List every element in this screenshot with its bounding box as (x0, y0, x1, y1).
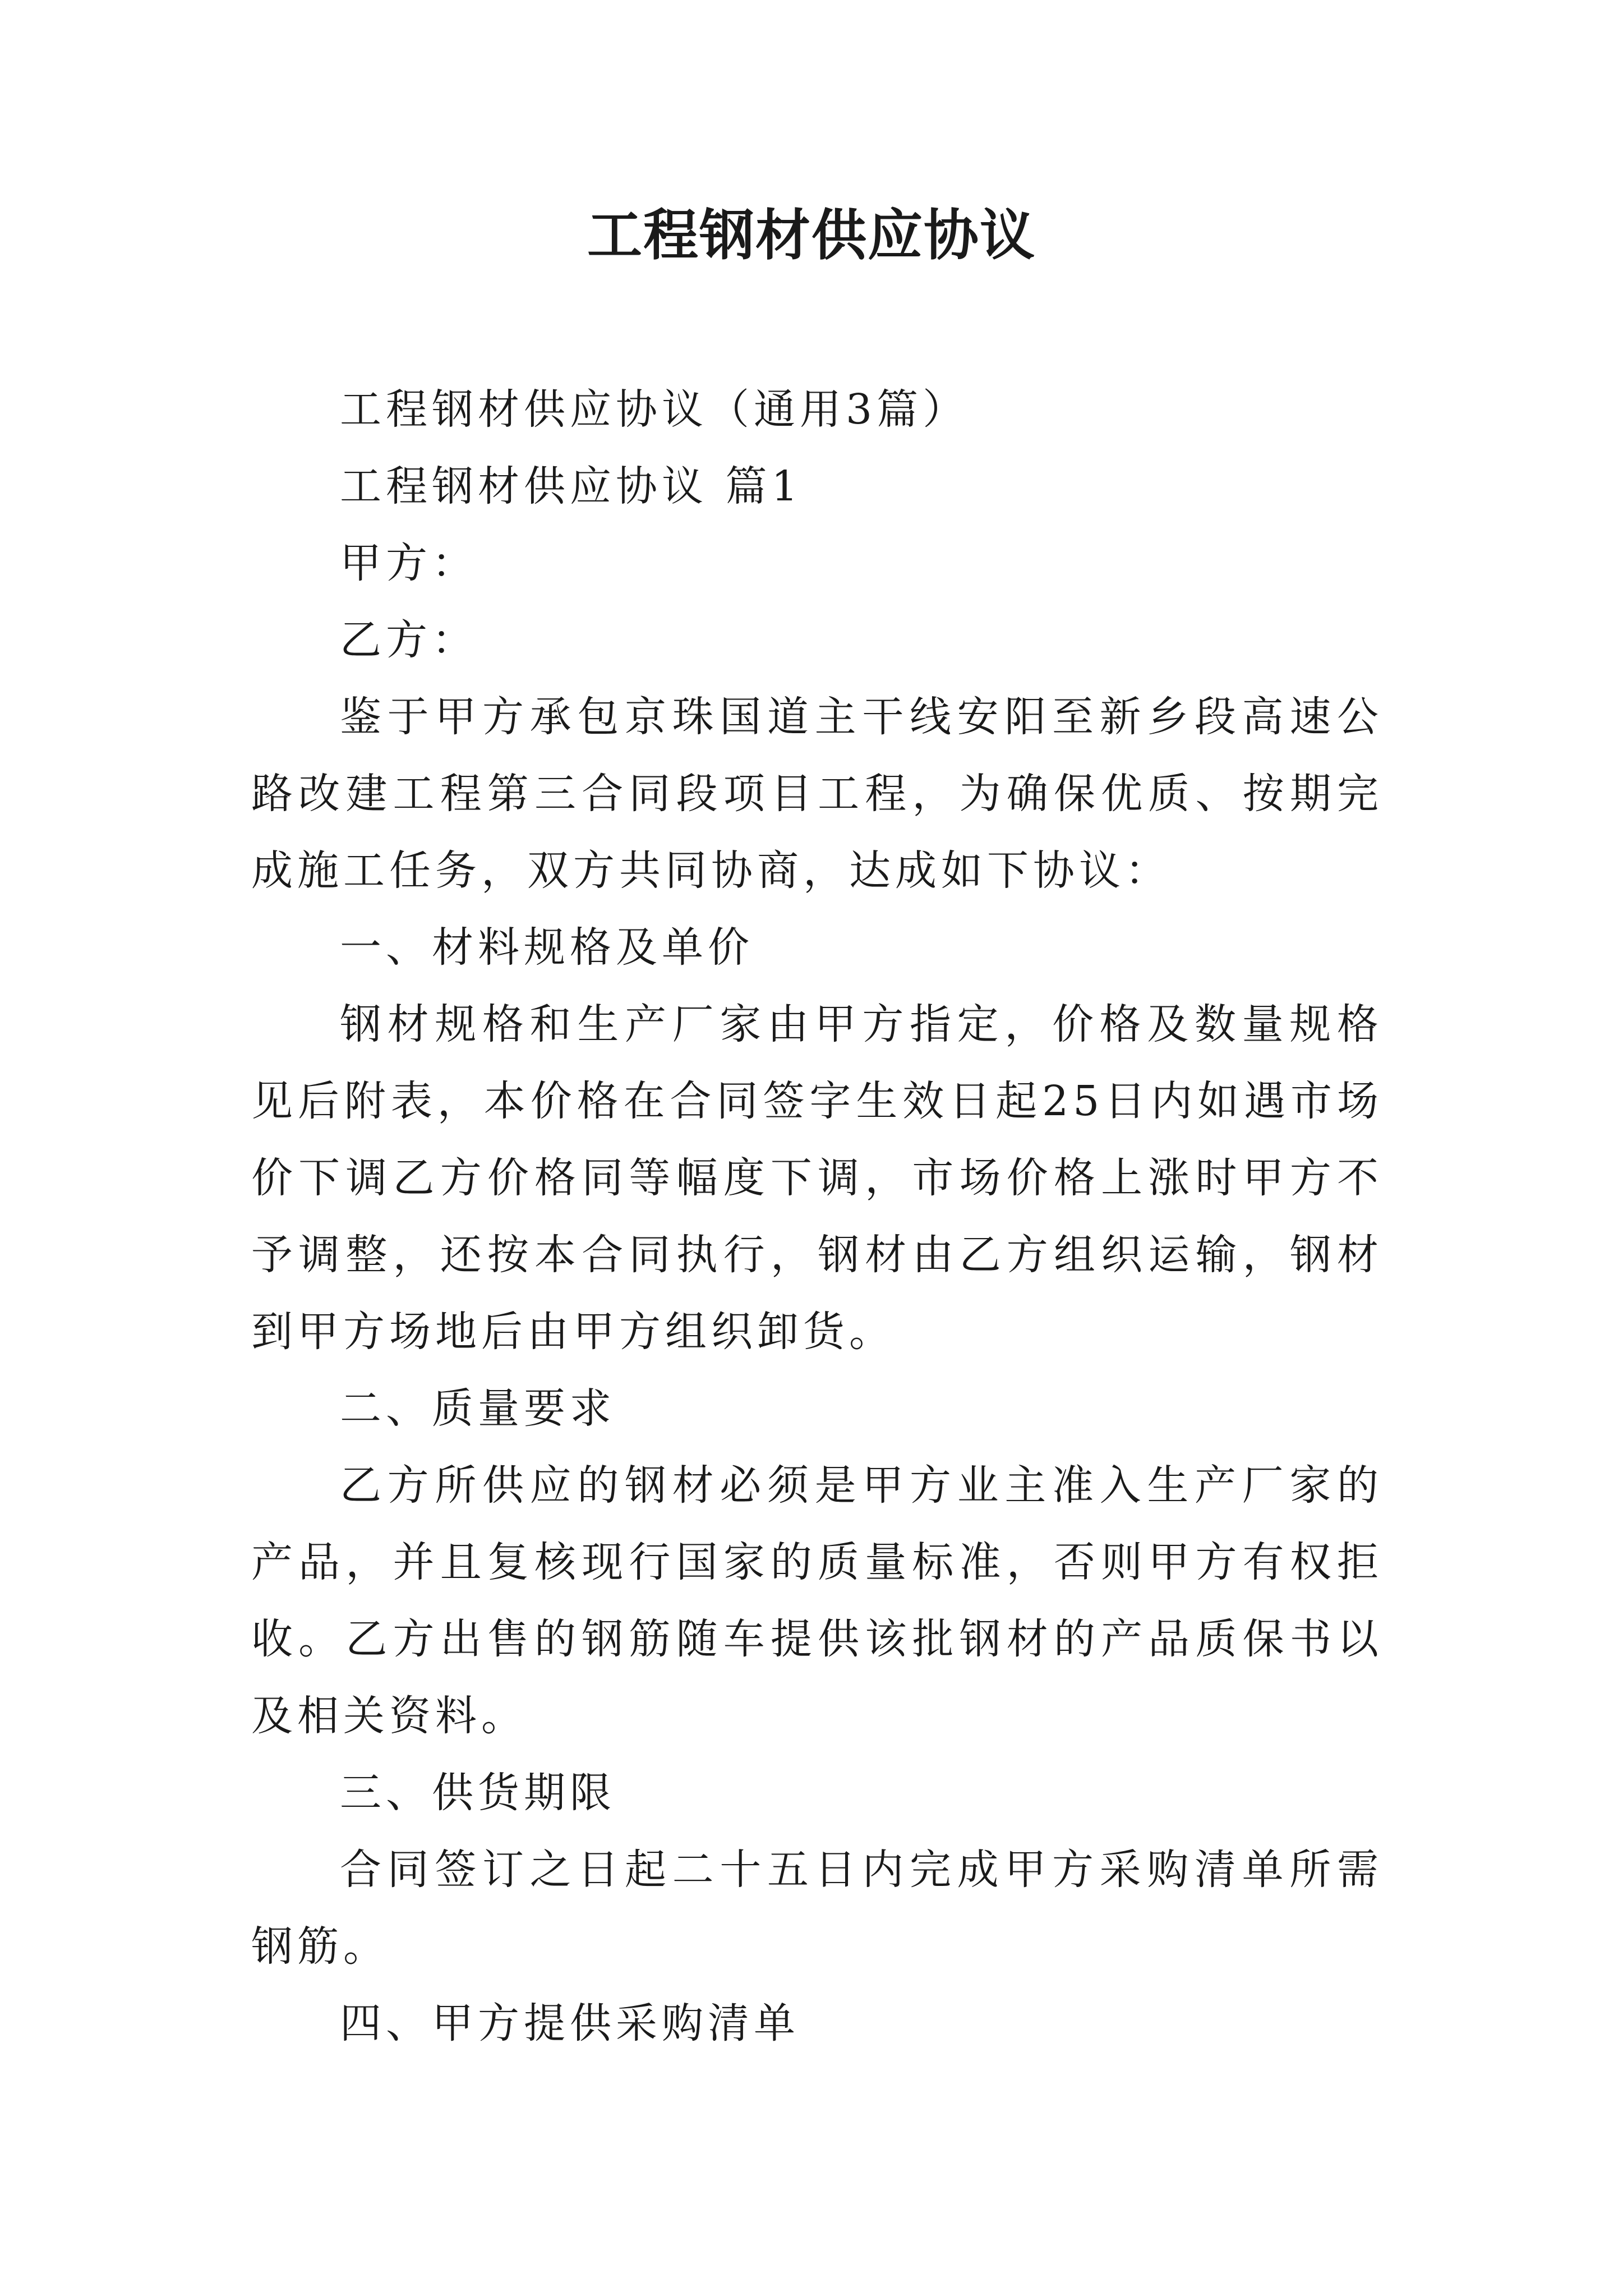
clause-paragraph-3: 合同签订之日起二十五日内完成甲方采购清单所需钢筋。 (251, 1846, 1383, 1971)
clause-heading-4: 四、甲方提供采购清单 (340, 1999, 800, 2047)
section-title-part1: 工程钢材供应协议 篇1 (340, 462, 803, 510)
document-title: 工程钢材供应协议 (587, 203, 1036, 268)
clause-paragraph-2: 乙方所供应的钢材必须是甲方业主准入生产厂家的产品，并且复核现行国家的质量标准，否则甲方有权拒收。乙方出售的钢筋随车提供该批钢材的产品质保书以及相关资料。 (251, 1461, 1383, 1740)
clause-heading-2: 二、质量要求 (340, 1384, 616, 1433)
party-a-line: 甲方： (340, 539, 478, 587)
clause-heading-1: 一、材料规格及单价 (340, 923, 754, 972)
clause-paragraph-1: 钢材规格和生产厂家由甲方指定，价格及数量规格见后附表，本价格在合同签字生效日起25日内如遇市场价下调乙方价格同等幅度下调，市场价格上涨时甲方不予调整，还按本合同执行，钢材由乙方组织运输，钢材到甲方场地后由甲方组织卸货。 (251, 1000, 1383, 1356)
doc-subtitle: 工程钢材供应协议（通用3篇） (340, 385, 969, 434)
document-body (251, 371, 1383, 2062)
party-b-line: 乙方： (340, 616, 478, 664)
clause-heading-3: 三、供货期限 (340, 1769, 616, 1817)
preamble-paragraph: 鉴于甲方承包京珠国道主干线安阳至新乡段高速公路改建工程第三合同段项目工程，为确保优质、按期完成施工任务，双方共同协商，达成如下协议： (251, 693, 1383, 895)
